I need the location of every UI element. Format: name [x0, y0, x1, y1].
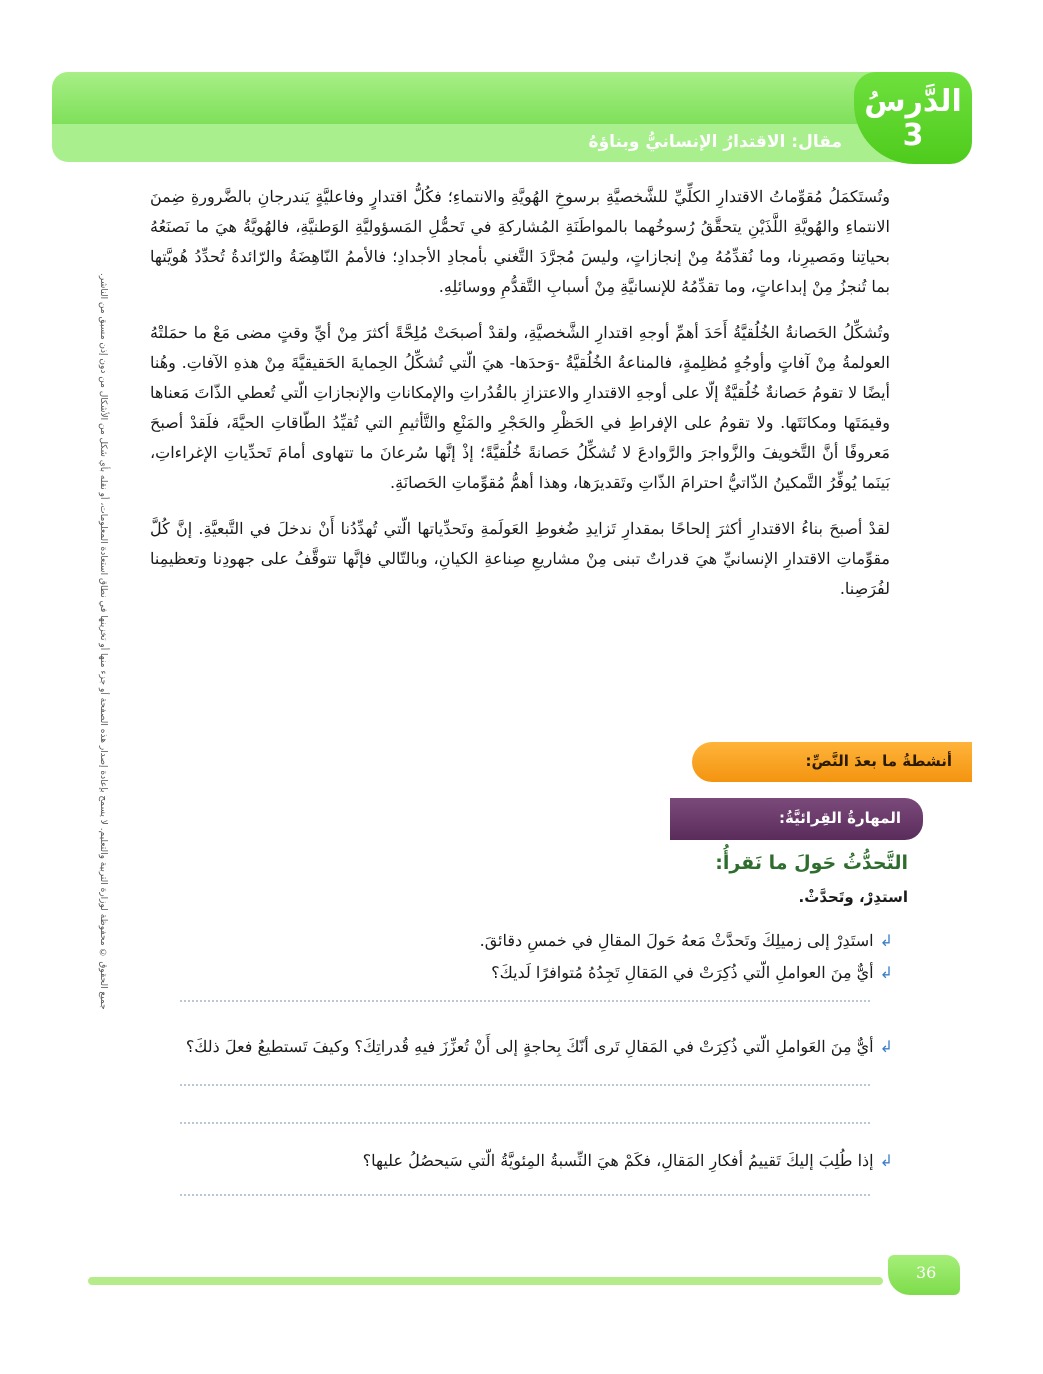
question-text: استَدِرْ إلى زميلِكَ وتَحدَّثْ مَعهُ حَولَ المقالِ في خمسِ دقائقَ.	[479, 931, 874, 950]
arrow-bullet-icon: ↲	[879, 931, 893, 950]
question-text: أيٌّ مِنَ العواملِ الّتي ذُكِرَتْ في المَقالِ تَجِدُهُ مُتوافرًا لَديكَ؟	[491, 963, 874, 982]
footer-bar	[88, 1277, 883, 1285]
question-text: إذا طُلِبَ إليكَ تَقييمُ أفكارِ المَقالِ، فكَمْ هيَ النِّسبةُ المِئويَّةُ الّتي سَيحصُلُ عليها؟	[362, 1151, 874, 1170]
article-body	[150, 182, 890, 620]
page-number: 36	[916, 1263, 937, 1282]
answer-line[interactable]	[180, 1084, 870, 1086]
lesson-number: 3	[902, 118, 924, 153]
page-number-badge	[888, 1255, 960, 1295]
question-2	[491, 960, 893, 986]
post-text-activities-header	[692, 742, 972, 782]
lesson-label: الدَّرسُ	[864, 84, 962, 119]
banner-top-strip	[52, 72, 932, 124]
arrow-bullet-icon: ↲	[879, 963, 893, 982]
turn-and-talk-subtitle: استدِرْ، وتَحدَّثْ.	[798, 888, 908, 906]
copyright-side-note: جميع الحقوق © محفوظة لوزارة التربية والتعليم. لا يسمح بإعادة إصدار هذه الصفحة أو جزء منها أو تخزينها في نطاق استعادة المعلومات، أو نقله بأي شكل من الأشكال من دون إذن مسبق من الناشر.	[98, 273, 108, 1010]
answer-line[interactable]	[180, 1000, 870, 1002]
talk-about-reading-title: التَّحدُّثُ حَولَ ما نَقرأُ:	[715, 852, 908, 874]
article-paragraph-1: وتُستَكمَلُ مُقوِّماتُ الاقتدارِ الكلِّيِّ للشَّخصيَّةِ برسوخِ الهُويَّةِ والانتماءِ؛ فكُلُّ اقتدارٍ وفاعليَّةٍ يَندرجانِ بالضَّرورةِ ضِمنَ الانتماءِ والهُويَّةِ اللَّذَيْنِ يتحقَّقُ رُسوخُهما بالمواطَنَةِ المُشاركةِ في تَحمُّلِ المَسؤوليَّةِ الوَطنيَّةِ، فالهُويَّةُ هيَ ما نَصنَعُهُ بحياتِنا ومَصيرِنا، وما نُقدِّمُهُ مِنْ إنجازاتٍ، وليسَ مُجرَّدَ التَّغني بأمجادِ الأجدادِ؛ فالأممُ النّاهِضَةُ والرّائدةُ تُحدِّدُ هُويَّتها بما تُنجزُ مِنْ إبداعاتٍ، وما تقدِّمُهُ للإنسانيَّةِ مِنْ أسبابِ التَّقدُّمِ ووسائلِهِ.	[150, 187, 890, 296]
question-3	[186, 1034, 893, 1060]
arrow-bullet-icon: ↲	[879, 1151, 893, 1170]
answer-line[interactable]	[180, 1194, 870, 1196]
reading-skill-header	[670, 798, 923, 840]
article-paragraph-2: وتُشكِّلُ الحَصانةُ الخُلُقيَّةُ أَحَدَ أهمِّ أوجهِ اقتدارِ الشَّخصيَّةِ، ولقدْ أصبحَتْ مُلِحَّةً أكثرَ مِنْ أيِّ وقتٍ مضى مَعْ ما حمَلتْهُ العولمةُ مِنْ آفاتٍ وأوجُهٍ مُظلِمةٍ، فالمناعةُ الخُلُقيَّةُ -وَحدَها- هيَ الّتي تُشكِّلُ الحِمايةَ الحَقيقيَّةَ مِنْ هذهِ الآفاتِ. وهُنا أيضًا لا تقومُ حَصانةٌ خُلُقيَّةٌ إلّا على أوجهِ الاقتدارِ والاعتزازِ بالقُدُراتِ والإمكاناتِ والإنجازاتِ الّتي تُعطي الذّاتَ مَعناها وقيمَتَها ومكانَتَها. ولا تقومُ على الإفراطِ في الحَظْرِ والحَجْرِ والمَنْعِ والتَّأثيمِ التي تُقيِّدُ الطّاقاتِ الحيَّةَ، فلَقدْ أصبحَ مَعروفًا أنَّ التَّخويفَ والزَّواجرَ والرَّوادعَ لا تُشكِّلُ حَصانةً خُلُقيَّةً؛ إذْ إنَّها سُرعانَ ما تتهاوى أمامَ تَحدِّياتِ الإغراءاتِ، بَينَما يُوفِّرُ التَّمكينُ الذّاتيُّ احترامَ الذّاتِ وتَقديرَها، وهذا أهمُّ مُقوِّماتِ الحَصانَةِ.	[150, 323, 890, 492]
lesson-subtitle: مقال: الاقتدارُ الإنسانيُّ وبناؤهُ	[588, 132, 842, 152]
question-1	[480, 928, 893, 954]
reading-skill-title: المهارةُ القِرائيَّةُ:	[779, 809, 901, 827]
lesson-banner	[52, 72, 972, 164]
answer-line[interactable]	[180, 1122, 870, 1124]
arrow-bullet-icon: ↲	[879, 1037, 893, 1056]
question-4	[363, 1148, 893, 1174]
article-paragraph-3: لقدْ أصبحَ بناءُ الاقتدارِ أكثرَ إلحاحًا بمقدارِ تَزايدِ ضُغوطِ العَولَمةِ وتَحدِّياتها الّتي تُهدِّدُنا أَنْ ندخلَ في التَّبعيَّةِ. إنَّ كُلَّ مقوِّماتِ الاقتدارِ الإنسانيِّ هيَ قدراتٌ تبنى مِنْ مشاريعِ صِناعةِ الكيانِ، وبالتّالي فإنَّها تتوقَّفُ على جهودِنا وتعظيمِنا لفُرَصِنا.	[150, 519, 891, 598]
activities-title: أنشطةُ ما بعدَ النَّصِّ:	[805, 752, 952, 770]
lesson-badge	[854, 72, 972, 164]
question-text: أيٌّ مِنَ العَواملِ الّتي ذُكِرَتْ في المَقالِ تَرى أنّكَ بِحاجةٍ إلى أَنْ تُعزِّزَ فيهِ قُدراتِكَ؟ وكيفَ تَستطيعُ فعلَ ذلكَ؟	[185, 1037, 874, 1056]
